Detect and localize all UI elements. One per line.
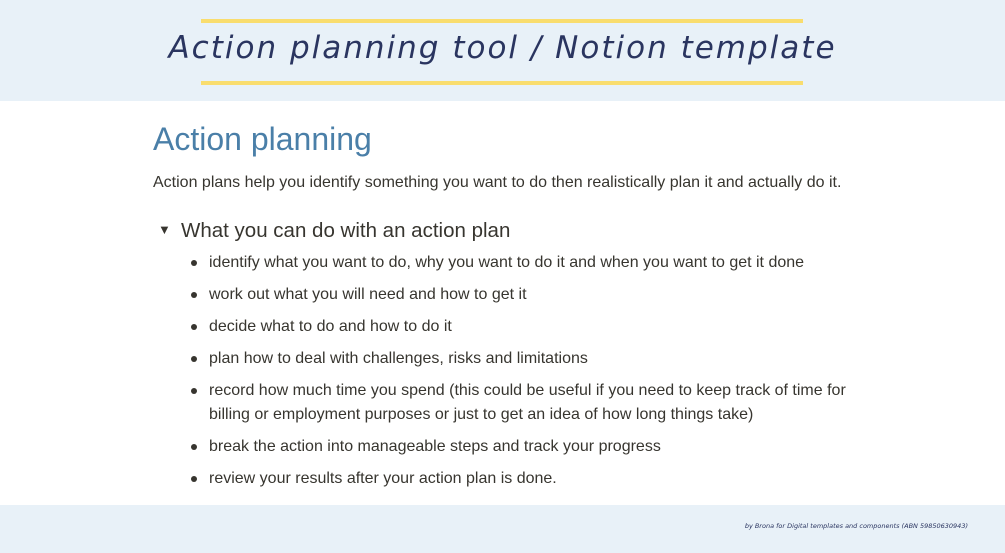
banner-title: Action planning tool / Notion template — [168, 30, 837, 66]
page-title: Action planning — [153, 121, 372, 157]
bullet-icon — [191, 260, 197, 266]
triangle-down-icon[interactable]: ▼ — [158, 222, 171, 237]
toggle-heading[interactable] — [158, 219, 510, 243]
bullet-icon — [191, 356, 197, 362]
banner-bottom-rule — [201, 81, 803, 85]
list-item: identify what you want to do, why you want to do it and when you want to get it done — [192, 251, 872, 275]
list-item: review your results after your action plan is done. — [192, 467, 872, 491]
bullet-icon — [191, 388, 197, 394]
toggle-label: What you can do with an action plan — [181, 219, 511, 242]
footer — [0, 505, 1005, 553]
list-item: plan how to deal with challenges, risks and limitations — [192, 347, 872, 371]
bullet-list — [192, 251, 872, 499]
bullet-icon — [191, 444, 197, 450]
list-item: decide what to do and how to do it — [192, 315, 872, 339]
list-item: work out what you will need and how to get it — [192, 283, 872, 307]
bullet-icon — [191, 292, 197, 298]
bullet-icon — [191, 324, 197, 330]
intro-text: Action plans help you identify something you want to do then realistically plan it and actually do it. — [153, 174, 842, 191]
footer-credit: by Brona for Digital templates and components (ABN 59850630943) — [744, 522, 968, 530]
bullet-icon — [191, 476, 197, 482]
banner-top-rule — [201, 19, 803, 23]
list-item: break the action into manageable steps and track your progress — [192, 435, 872, 459]
banner — [0, 0, 1005, 101]
list-item: record how much time you spend (this could be useful if you need to keep track of time for billing or employment purposes or just to get an idea of how long things take) — [192, 379, 872, 427]
